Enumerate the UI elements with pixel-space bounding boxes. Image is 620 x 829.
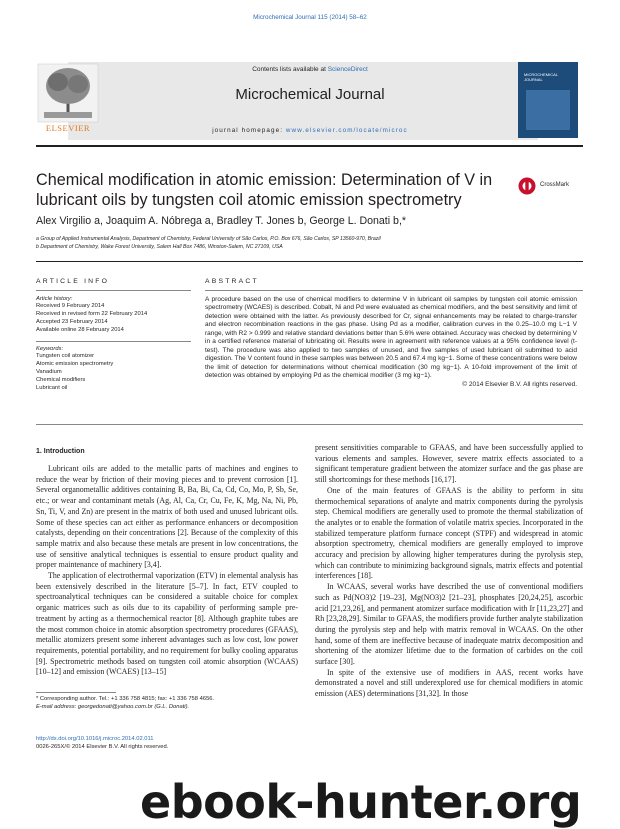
homepage-prefix: journal homepage:: [212, 127, 286, 134]
history-label: Article history:: [36, 296, 73, 302]
keyword-item: Chemical modifiers: [36, 377, 86, 383]
body-paragraph: present sensitivities comparable to GFAAS, and have been successfully applied to various elements and samples. However, severe matrix effects associated to a significant temperature gradient between the atomizer surface and the gas phase are still shortcomings for these methods [16,17].: [315, 443, 583, 485]
homepage-link[interactable]: www.elsevier.com/locate/microc: [285, 127, 408, 134]
elsevier-logo: [36, 62, 100, 138]
journal-name: Microchemical Journal: [235, 86, 385, 103]
footnote-email[interactable]: E-mail address: georgedonati@yahoo.com.br (G.L. Donati).: [36, 704, 190, 710]
article-history: [36, 296, 196, 334]
crossmark-badge[interactable]: [518, 176, 586, 196]
keyword-item: Vanadium: [36, 369, 62, 375]
abstract-rule: [205, 290, 583, 291]
online-date: Available online 28 February 2014: [36, 327, 124, 333]
section-heading-introduction: 1. Introduction: [36, 448, 85, 455]
body-paragraph: In WCAAS, several works have described the use of conventional modifiers such as Pd(NO3)2 [19–23], Mg(NO3)2 [21–23], phosphates [20,24,25], ascorbic acid [21,23,26], and permanent atomizer surface modification with Ir [11,23,27] and Rh [23,28,29]. Similar to GFAAS, the modifiers provide further analyte stabilization during the pyrolysis step and help with matrix removal in WCAAS. On the other hand, some of them are ineffective because of inadequate matrix decomposition and shortening of the atomizer lifetime due to the formation of carbides on the coil surface [30].: [315, 582, 583, 667]
journal-cover: [518, 62, 578, 138]
body-paragraph: Lubricant oils are added to the metallic parts of machines and engines to reduce the wear by friction of their moving pieces and to prevent corrosion [1]. Several organometallic additives containing B, Ba, Bi, Ca, Cd, Co, Mo, P, Sb, Se, etc.; or wear and contaminant metals (Ag, Al, Ca, Cr, Cu, Fe, K, Mg, Na, Ni, Pb, Sn, Ti, V, and Zn) are present in the matrix of both used and unused lubricant oils. Some of these species can act either as performance enhancers or decomposition catalysts, depending on their concentrations [2]. Because of the complexity of this sample matrix and also because these metals are present in low concentrations, the use of sensitive analytical techniques is essential to ensure product quality and proper maintenance of machinery [3,4].: [36, 464, 298, 570]
keyword-item: Tungsten coil atomizer: [36, 353, 95, 359]
journal-citation[interactable]: Microchemical Journal 115 (2014) 58–62: [253, 14, 367, 21]
abstract-text: [205, 296, 577, 389]
affiliation-b: b Department of Chemistry, Wake Forest University, Salem Hall Box 7486, Winston-Salem, NC 27109, USA: [36, 244, 283, 250]
crossmark-icon: [518, 177, 536, 195]
accepted-date: Accepted 23 February 2014: [36, 319, 108, 325]
footnote-rule: [36, 692, 116, 693]
crossmark-label: CrossMark: [540, 182, 570, 188]
body-right-column: [315, 443, 583, 700]
article-title: Chemical modification in atomic emission: Determination of V in lubricant oils by tungsten coil atomic emission spectrometry: [36, 171, 493, 209]
body-paragraph: In spite of the extensive use of modifiers in AAS, recent works have demonstrated a novel and still underexplored use for chemical modifiers in atomic emission (AES) determinations [31,32]. In those: [315, 667, 583, 699]
keywords-label: Keywords:: [36, 346, 64, 352]
doi-link[interactable]: http://dx.doi.org/10.1016/j.microc.2014.02.011: [36, 736, 154, 742]
keywords-block: [36, 346, 196, 392]
footnote-corresponding: * Corresponding author. Tel.: +1 336 758 4815; fax: +1 336 758 4656.: [36, 696, 215, 702]
history-rule: [36, 341, 191, 342]
body-paragraph: The application of electrothermal vaporization (ETV) in elemental analysis has been extensively described in the literature [5–7]. In fact, ETV coupled to spectroanalytical techniques can be considered a suitable choice for complex organic matrices such as oils due to its capability of performing sample pre-treatment by acting as a thermochemical reactor [8]. Although graphite tubes are the most common choice in atomic absorption spectrometry procedures (GFAAS), metallic atomizers present some inherent advantages such as low cost, low power requirements, potential portability, and no requirement for bulky cooling apparatus [9]. Spectrometric methods based on tungsten coil atomic absorption (WCAAS) [10–12] and emission (WCAES) [13–15]: [36, 571, 298, 677]
article-info-heading: ARTICLE INFO: [36, 278, 110, 285]
body-paragraph: One of the main features of GFAAS is the ability to perform in situ thermochemical separations of analyte and matrix components during the pyrolysis step. Chemical modifiers are generally used to promote the thermal stabilization of the analytes or to enable the formation of volatile matrix species. Incorporated in the stabilized temperature platform furnace concept (STPF) and widespread in atomic absorption spectrometry, chemical modifiers are generally employed to improve accuracy and precision by allowing higher temperatures during the pyrolysis step, which can contribute to minimizing background signals, matrix effects and potential interferences [18].: [315, 485, 583, 581]
keyword-item: Lubricant oil: [36, 385, 68, 391]
abstract-copyright: © 2014 Elsevier B.V. All rights reserved.: [462, 380, 577, 388]
received-date: Received 9 February 2014: [36, 303, 105, 309]
abstract-heading: ABSTRACT: [205, 278, 259, 285]
article-info-rule: [36, 290, 191, 291]
affiliation-rule: [36, 261, 583, 262]
body-left-column: [36, 464, 298, 678]
keyword-item: Atomic emission spectrometry: [36, 361, 114, 367]
header-rule: [36, 145, 583, 147]
sciencedirect-link[interactable]: ScienceDirect: [327, 66, 368, 73]
issn-line: 0026-265X/© 2014 Elsevier B.V. All rights reserved.: [36, 744, 169, 750]
contents-prefix: Contents lists available at: [252, 66, 328, 73]
abstract-bottom-rule: [36, 424, 583, 425]
elsevier-wordmark: ELSEVIER: [45, 123, 91, 133]
abstract-body: A procedure based on the use of chemical modifiers to determine V in lubricant oil samples by tungsten coil atomic emission spectrometry (WCAES) is described. Cobalt, Ni and Pd were evaluated as chemical modifiers, and the best sensitivity and limit of detection were obtained with the latter. As previously described for Cr, signal enhancements may be related to charge-transfer and electron recombination reactions in the gas phase. Using Pd as a modifier, calibration curves in the 0.25–10.0 mg L−1 V range, with R2 > 0.999 and relative standard deviations better than 5.6% were obtained. Accuracy was checked by determining V in a certified reference material of lubricating oil. Results were in agreement with reference values at a 95% confidence level (t-test). The procedure was also applied to two samples of unused, and five samples of used lubricant oil submitted to acid digestion. The V content found in these samples was between 20.5 and 67.4 mg kg−1. Some of these concentrations were below the limit of detection for determinations without chemical modification (30 mg kg−1). A 10-fold improvement of the limit of detection was obtained by employing Pd as the chemical modifier (3 mg kg−1).: [205, 296, 577, 380]
cover-title: MICROCHEMICAL JOURNAL: [524, 72, 558, 82]
watermark: ebook-hunter.org: [140, 775, 582, 829]
authors: Alex Virgilio a, Joaquim A. Nóbrega a, Bradley T. Jones b, George L. Donati b,*: [36, 215, 407, 227]
cover-image: [526, 90, 570, 130]
affiliation-a: a Group of Applied Instrumental Analysis, Department of Chemistry, Federal University of São Carlos, P.O. Box 676, São Carlos, SP 13560-970, Brazil: [36, 236, 381, 242]
revised-date: Received in revised form 22 February 2014: [36, 311, 148, 317]
